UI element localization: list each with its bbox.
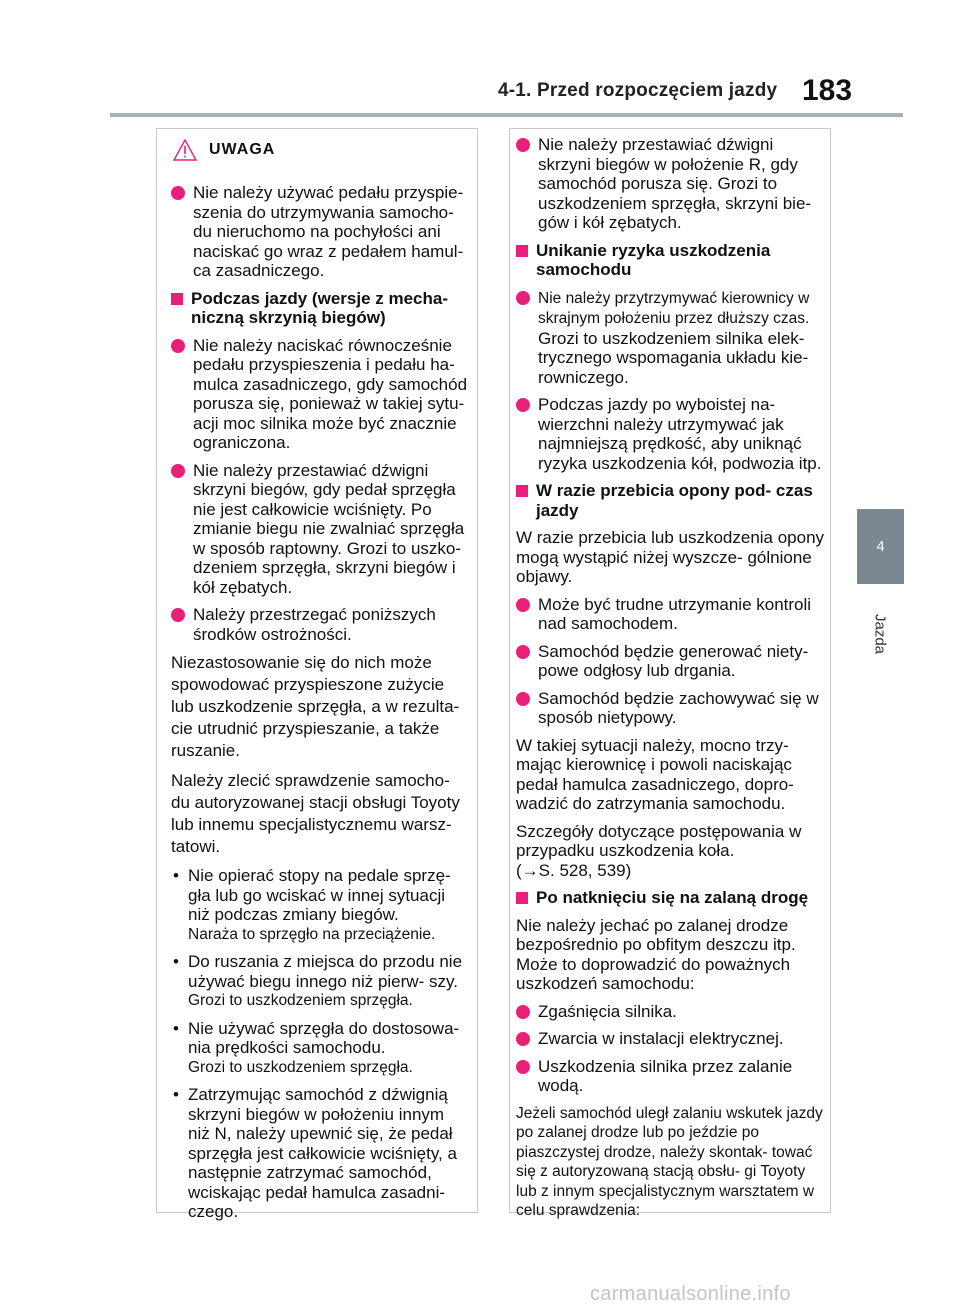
warning-header xyxy=(173,139,469,161)
dash-marker: • xyxy=(173,866,179,885)
list-item xyxy=(171,183,469,281)
dash-marker: • xyxy=(173,952,179,971)
bullet-dot xyxy=(516,1005,530,1019)
paragraph: Nie należy jechać po zalanej drodze bezpośrednio po obfitym deszczu itp. Może to doprowadzić do poważnych uszkodzeń samochodu: xyxy=(516,915,796,993)
dash-text: Zatrzymując samochód z dźwignią skrzyni biegów w położeniu innym niż N, należy upewnić się, że pedał sprzęgła jest całkowicie wciśnięty, a następnie zatrzymać samochód, wciskając pedał hamulca zasadni- czego. xyxy=(188,1085,457,1221)
bullet-text: Samochód będzie generować niety- powe odgłosy lub drgania. xyxy=(538,641,809,680)
dash-item xyxy=(171,1085,469,1222)
subheading-text: Po natknięciu się na zalaną drogę xyxy=(536,888,809,907)
bullet-note: Grozi to uszkodzeniem silnika elek- trycznego wspomagania układu kie- rowniczego. xyxy=(538,328,809,387)
dash-note: Naraża to sprzęgło na przeciążenie. xyxy=(188,925,436,943)
list-item xyxy=(171,461,469,598)
bullet-dot xyxy=(516,692,530,706)
list-item xyxy=(516,395,826,473)
warning-title: UWAGA xyxy=(209,141,276,159)
paragraph-text: Szczegóły dotyczące postępowania w przypadku uszkodzenia koła. xyxy=(516,821,802,860)
bullet-text: Nie należy przestawiać dźwigni skrzyni biegów, gdy pedał sprzęgła nie jest całkowicie wciśnięty. Po zmianie biegu nie zwalniać sprzęgła w sposób raptowny. Grozi to uszko- dzeniem sprzęgła, skrzyni biegów i kół zębatych. xyxy=(193,460,465,597)
list-item xyxy=(171,605,469,644)
page-number: 183 xyxy=(802,74,853,107)
square-marker xyxy=(516,892,528,904)
page-reference: (→S. 528, 539) xyxy=(516,860,632,880)
dash-note: Grozi to uszkodzeniem sprzęgła. xyxy=(188,1058,413,1076)
bullet-text: Uszkodzenia silnika przez zalanie wodą. xyxy=(538,1056,793,1095)
chapter-tab: 4 xyxy=(857,509,904,584)
dash-text: Nie używać sprzęgła do dostosowa- nia prędkości samochodu. xyxy=(188,1018,460,1057)
bullet-dot xyxy=(516,398,530,412)
subheading xyxy=(171,289,469,328)
bullet-dot xyxy=(516,138,530,152)
subheading xyxy=(516,888,826,908)
watermark: carmanualsonline.info xyxy=(590,1283,791,1305)
bullet-text: Samochód będzie zachowywać się w sposób nietypowy. xyxy=(538,688,819,727)
bullet-text: Zwarcia w instalacji elektrycznej. xyxy=(538,1029,784,1048)
bullet-dot xyxy=(171,339,185,353)
bullet-dot xyxy=(516,1060,530,1074)
dash-text: Do ruszania z miejsca do przodu nie używać biegu innego niż pierw- szy. xyxy=(188,952,463,991)
paragraph: W takiej sytuacji należy, mocno trzy- mając kierownicę i powoli naciskając pedał hamulca zasadniczego, dopro- wadzić do zatrzymania samochodu. xyxy=(516,735,794,813)
list-item xyxy=(516,595,826,634)
warning-box-right xyxy=(509,128,831,1219)
bullet-dot xyxy=(171,608,185,622)
bullet-dot xyxy=(171,464,185,478)
subheading-text: Unikanie ryzyka uszkodzenia samochodu xyxy=(536,240,771,279)
subheading-text: W razie przebicia opony pod- czas jazdy xyxy=(536,481,813,520)
bullet-dot xyxy=(516,645,530,659)
dash-marker: • xyxy=(173,1018,179,1038)
paragraph xyxy=(516,822,826,881)
dash-note: Grozi to uszkodzeniem sprzęgła. xyxy=(188,992,413,1009)
dash-item xyxy=(171,1019,469,1078)
subheading xyxy=(516,241,826,280)
subheading-text: Podczas jazdy (wersje z mecha- niczną skrzynią biegów) xyxy=(191,288,448,327)
paragraph: Jeżeli samochód uległ zalaniu wskutek jazdy po zalanej drodze lub po jeździe po piaszczystej drodze, należy skontak- tować się z autoryzowaną stacją obsłu- gi Toyoty lub z innym specjalistycznym warsztatem w celu sprawdzenia: xyxy=(516,1104,823,1219)
list-item xyxy=(516,642,826,681)
square-marker xyxy=(516,245,528,257)
bullet-text: Należy przestrzegać poniższych środków ostrożności. xyxy=(193,605,436,644)
list-item xyxy=(516,689,826,728)
section-title: 4-1. Przed rozpoczęciem jazdy xyxy=(498,80,778,101)
chapter-label xyxy=(855,604,905,664)
header-divider xyxy=(110,113,903,117)
dash-marker: • xyxy=(173,1085,179,1104)
bullet-dot xyxy=(516,291,530,305)
paragraph: W razie przebicia lub uszkodzenia opony mogą wystąpić niżej wyszcze- gólnione objawy. xyxy=(516,528,825,586)
bullet-text: Może być trudne utrzymanie kontroli nad samochodem. xyxy=(538,594,812,633)
list-item xyxy=(516,1029,826,1049)
square-marker xyxy=(516,485,528,497)
bullet-dot xyxy=(171,186,185,200)
paragraph: Niezastosowanie się do nich może spowodować przyspieszone zużycie lub uszkodzenie sprzęgła, a w rezulta- cie utrudnić przyspieszanie, a także ruszanie. xyxy=(171,653,460,760)
warning-triangle-icon xyxy=(173,139,197,161)
paragraph: Należy zlecić sprawdzenie samocho- du autoryzowanej stacji obsługi Toyoty lub innemu specjalistycznemu warsz- tatowi. xyxy=(171,771,460,856)
bullet-text: Nie należy przestawiać dźwigni skrzyni biegów w położenie R, gdy samochód porusza się. Grozi to uszkodzeniem sprzęgła, skrzyni bie- gów i kół zębatych. xyxy=(538,135,812,232)
square-marker xyxy=(171,293,183,305)
dash-text: Nie opierać stopy na pedale sprzę- gła lub go wciskać w innej sytuacji niż podczas zmiany biegów. xyxy=(188,866,451,924)
list-item xyxy=(516,1057,826,1096)
dash-item xyxy=(171,952,469,1011)
list-item xyxy=(516,1002,826,1022)
list-item xyxy=(516,135,826,233)
bullet-dot xyxy=(516,1032,530,1046)
chapter-label-text: Jazda xyxy=(871,613,889,655)
dash-item xyxy=(171,866,469,944)
subheading xyxy=(516,481,826,520)
bullet-text: Nie należy przytrzymywać kierownicy w skrajnym położeniu przez dłuższy czas. xyxy=(538,289,810,327)
list-item xyxy=(516,288,826,388)
bullet-text: Zgaśnięcia silnika. xyxy=(538,1001,677,1021)
warning-box-left xyxy=(156,128,478,1221)
list-item xyxy=(171,336,469,453)
bullet-text: Podczas jazdy po wyboistej na- wierzchni należy utrzymywać jak najmniejszą prędkość, aby uniknąć ryzyka uszkodzenia kół, podwozia itp. xyxy=(538,395,822,473)
bullet-text: Nie należy używać pedału przyspie- szenia do utrzymywania samocho- du nieruchomo na pochyłości ani naciskać go wraz z pedałem hamul- ca zasadniczego. xyxy=(193,183,464,280)
bullet-text: Nie należy naciskać równocześnie pedału przyspieszenia i pedału ha- mulca zasadniczego, gdy samochód porusza się, ponieważ w takiej sytu- acji moc silnika może być znacznie ograniczona. xyxy=(193,335,468,452)
bullet-dot xyxy=(516,598,530,612)
